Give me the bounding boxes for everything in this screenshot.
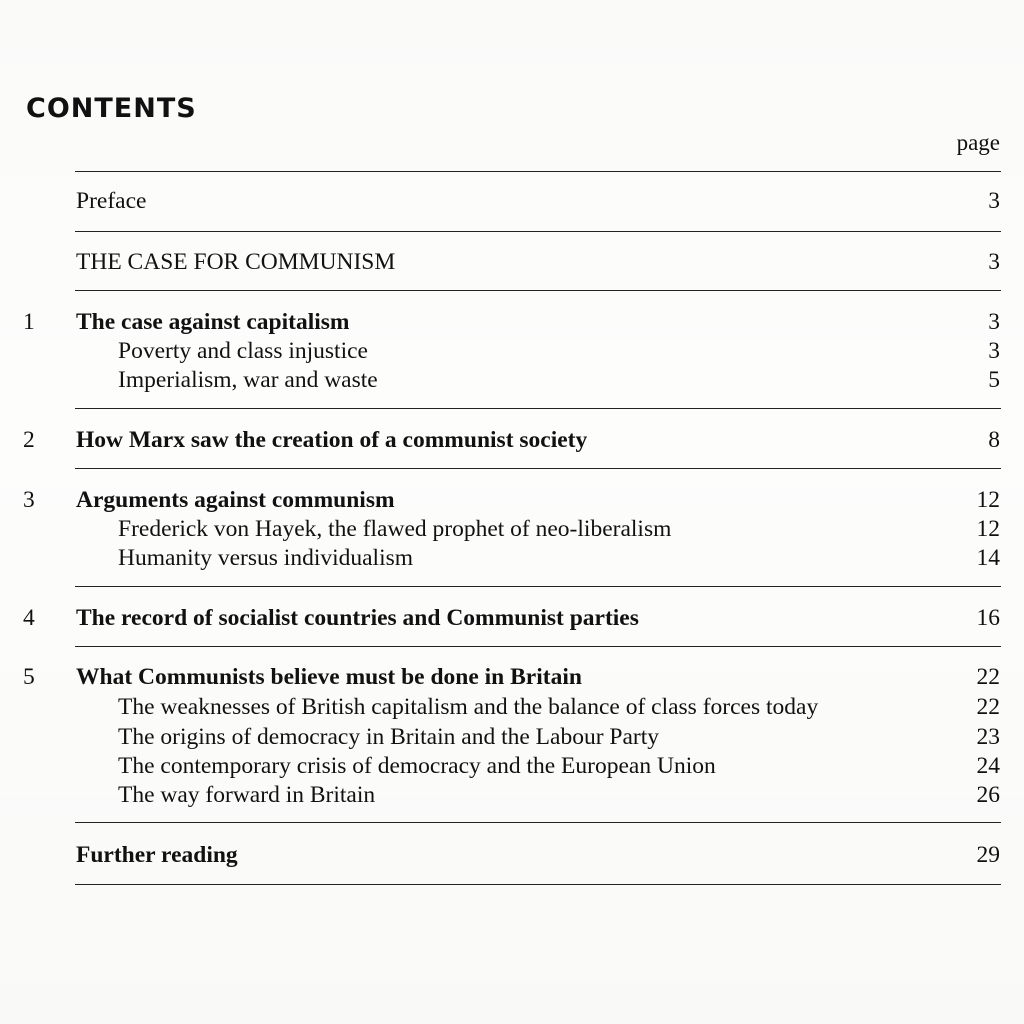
divider [75, 171, 1001, 172]
divider [75, 408, 1001, 409]
toc-subentry[interactable] [0, 722, 1024, 752]
divider [75, 468, 1001, 469]
toc-subentry[interactable] [0, 751, 1024, 781]
toc-entry-title: The origins of democracy in Britain and the Labour Party [118, 724, 659, 750]
toc-entry-title: The case against capitalism [76, 309, 350, 335]
divider [75, 822, 1001, 823]
toc-entry-title: The way forward in Britain [118, 782, 376, 808]
toc-chapter-number: 1 [23, 309, 35, 335]
divider [75, 884, 1001, 885]
toc-entry-title: Arguments against communism [76, 487, 395, 513]
toc-entry-page: 23 [976, 724, 1000, 750]
toc-entry-page: 29 [976, 842, 1000, 868]
toc-entry-title: What Communists believe must be done in Britain [76, 664, 582, 690]
toc-entry-page: 22 [976, 664, 1000, 690]
toc-subentry[interactable] [0, 514, 1024, 544]
toc-subentry[interactable] [0, 692, 1024, 722]
toc-entry-page: 5 [988, 367, 1000, 393]
toc-entry-title: The weaknesses of British capitalism and the balance of class forces today [118, 694, 819, 720]
toc-entry-page: 26 [976, 782, 1000, 808]
toc-entry-page: 14 [976, 545, 1000, 571]
toc-entry-title: Imperialism, war and waste [118, 367, 378, 393]
toc-entry-page: 3 [988, 188, 1000, 214]
toc-entry-page: 12 [976, 516, 1000, 542]
toc-entry-case-for-communism[interactable] [0, 247, 1024, 277]
toc-entry-title: Poverty and class injustice [118, 338, 368, 364]
toc-chapter-number: 5 [23, 664, 35, 690]
divider [75, 586, 1001, 587]
toc-entry-page: 8 [988, 427, 1000, 453]
toc-subentry[interactable] [0, 336, 1024, 366]
toc-entry-preface[interactable] [0, 186, 1024, 216]
divider [75, 231, 1001, 232]
toc-entry-page: 3 [988, 338, 1000, 364]
toc-entry-page: 3 [988, 249, 1000, 275]
toc-entry-title: The contemporary crisis of democracy and the European Union [118, 753, 716, 779]
toc-entry-page: 12 [976, 487, 1000, 513]
toc-chapter-5[interactable] [0, 662, 1024, 692]
toc-subentry[interactable] [0, 543, 1024, 573]
toc-chapter-4[interactable] [0, 603, 1024, 633]
toc-entry-page: 24 [976, 753, 1000, 779]
toc-entry-title: THE CASE FOR COMMUNISM [76, 249, 396, 275]
divider [75, 646, 1001, 647]
toc-entry-title: How Marx saw the creation of a communist society [76, 427, 588, 453]
page-column-label: page [956, 130, 1000, 155]
toc-subentry[interactable] [0, 780, 1024, 810]
toc-chapter-1[interactable] [0, 307, 1024, 337]
toc-entry-title: Humanity versus individualism [118, 545, 414, 571]
toc-entry-title: The record of socialist countries and Communist parties [76, 605, 639, 631]
toc-entry-page: 22 [976, 694, 1000, 720]
toc-chapter-number: 4 [23, 605, 35, 631]
contents-heading: CONTENTS [26, 93, 197, 124]
toc-chapter-3[interactable] [0, 485, 1024, 515]
toc-chapter-2[interactable] [0, 425, 1024, 455]
toc-entry-page: 3 [988, 309, 1000, 335]
toc-chapter-number: 3 [23, 487, 35, 513]
toc-entry-title: Further reading [76, 842, 238, 868]
toc-chapter-number: 2 [23, 427, 35, 453]
toc-entry-page: 16 [976, 605, 1000, 631]
divider [75, 290, 1001, 291]
toc-entry-further-reading[interactable] [0, 840, 1024, 870]
toc-entry-title: Preface [76, 188, 147, 214]
toc-subentry[interactable] [0, 365, 1024, 395]
toc-entry-title: Frederick von Hayek, the flawed prophet of neo-liberalism [118, 516, 672, 542]
